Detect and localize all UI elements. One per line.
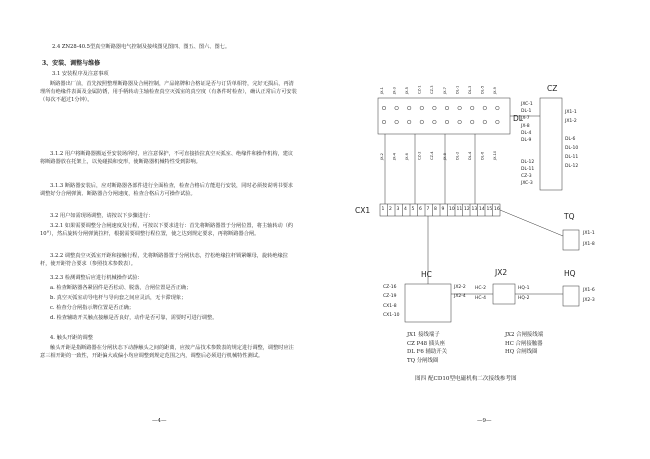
- terminal-label: JX-2: [379, 153, 384, 160]
- paragraph-7: 3.2.3 检测调整后应进行机械操作试验：: [50, 275, 143, 281]
- terminal-point: [395, 106, 399, 110]
- terminal-point: [420, 120, 424, 124]
- cz-pin: JX-8: [521, 123, 530, 129]
- cx1-cell: 5: [411, 207, 415, 212]
- paragraph-12: 4. 触头开距的调整: [50, 335, 93, 341]
- cz-pin: DL-1: [521, 109, 532, 115]
- legend-item: HC 合闸接触器: [505, 340, 543, 347]
- paragraph-9: b. 真空灭弧室动导电杆与导向套之间应灵活，无卡滞现象；: [50, 295, 187, 301]
- hq-label: HQ: [564, 269, 576, 278]
- jx2-left-1: HC-2: [475, 286, 487, 291]
- terminal-label: JX-7: [442, 87, 447, 94]
- legend-item: JX1 接线端子: [407, 332, 440, 338]
- terminal-point: [433, 120, 437, 124]
- legend-item: TQ 分闸线圈: [407, 357, 439, 364]
- terminal-label: DL-5: [480, 85, 485, 94]
- cx1-cell: 8: [434, 207, 437, 212]
- cz-pin: JXC-3: [521, 181, 533, 187]
- terminal-label: JX-3: [392, 87, 397, 94]
- paragraph-13: 触头开距是指断路器在分闸状态下动静触头之间的距离，应按产品技术参数表的规定进行调整，调整时应注意三相开距的一致性，开距偏大或偏小均应调整到规定范围之内，调整后必须进行机械特性测试。: [40, 345, 294, 360]
- jx2-right-2: HQ-2: [518, 296, 530, 301]
- cx1-cell: 7: [426, 207, 430, 212]
- cz-label: CZ: [547, 84, 558, 93]
- terminal-point: [470, 106, 474, 110]
- terminal-point: [458, 120, 462, 124]
- terminal-label: JX-9: [493, 87, 498, 94]
- legend-item: HQ 合闸线圈: [505, 349, 538, 355]
- tq-pin-2: JX1-8: [583, 242, 595, 247]
- page-number-left: —4—: [152, 418, 167, 424]
- hc-right-1: JX2-2: [454, 285, 466, 290]
- terminal-point: [395, 120, 399, 124]
- cx1-cell: 1: [381, 207, 385, 212]
- terminal-point: [407, 120, 411, 124]
- cz-pin: DL-9: [521, 138, 532, 143]
- right-page: [325, 0, 650, 459]
- terminal-label: DL-4: [468, 151, 472, 160]
- cx1-cell: 2: [389, 207, 392, 212]
- paragraph-2: 3.1.2 用户将断路器搬运至安装场所时，应注意保护，不可直接抬拉真空灭弧室、绝缘件和操作机构，建议将断路器放在托架上，以免碰损和变形，使断路器机械特性受到影响。: [40, 151, 294, 166]
- cx1-cell: 13: [471, 207, 478, 212]
- jx2-label: JX2: [495, 268, 508, 277]
- paragraph-10: c. 检查分合闸指示牌位置是否正确；: [50, 305, 135, 311]
- terminal-point: [458, 106, 462, 110]
- wiring-diagram: [325, 0, 650, 459]
- tq-label: TQ: [564, 212, 575, 221]
- terminal-label: DL-6: [480, 151, 485, 160]
- cx1-cell: 11: [456, 207, 463, 212]
- cx1-cell: 4: [404, 207, 407, 212]
- legend-item: DL F6 辅助开关: [407, 349, 448, 355]
- cz-pin: DL-4: [521, 130, 532, 136]
- section-title: 3、安装、调整与维修: [42, 60, 101, 67]
- terminal-point: [382, 106, 386, 110]
- terminal-point: [407, 106, 411, 110]
- paragraph-8: a. 检查断路器各紧固件是否松动、脱落，合闸位置是否正确；: [50, 285, 192, 291]
- hc-right-2: JX2-4: [454, 294, 466, 299]
- tq-pin-1: JX1-1: [583, 231, 595, 236]
- legend-item: CZ P48 插头座: [407, 340, 445, 347]
- terminal-point: [470, 120, 474, 124]
- paragraph-6: 3.2.2 调整真空灭弧室开距和接触行程，先将断路器置于分闸状态，拧松绝缘拉杆锁紧螺母，旋转绝缘拉杆，使开距符合要求（参照技术参数表）。: [40, 253, 288, 268]
- legend-item: JX2 合闸接线端: [505, 332, 544, 338]
- legend-left-col: [407, 331, 447, 365]
- cx1-cell: 10: [449, 207, 455, 212]
- terminal-label: CZ-1: [417, 85, 422, 94]
- cx1-cell: 16: [494, 207, 500, 212]
- cz-pin: JXC-1: [521, 102, 533, 107]
- hc-left-1: CZ-16: [383, 285, 397, 290]
- terminal-label: JX-10: [493, 150, 498, 160]
- terminal-label: DL-3: [468, 85, 472, 94]
- terminal-point: [445, 106, 449, 110]
- terminal-point: [433, 106, 437, 110]
- terminal-label: JX-5: [405, 87, 409, 94]
- cx1-cell: 15: [486, 207, 493, 212]
- cz-pin: JX-7: [521, 116, 530, 122]
- hc-left-2: CZ-19: [383, 294, 397, 299]
- cz-pin: DL-12: [565, 164, 579, 169]
- subsection-title: 3.1 安装程序及注意事项: [52, 71, 109, 77]
- cx1-cell: 6: [419, 207, 422, 212]
- terminal-point: [445, 120, 449, 124]
- cx1-cell: 9: [441, 207, 445, 212]
- paragraph-1: 断路器出厂前，首先按照整理断路器及合闸控制，产品铭牌和合格证是否与订货单相符，完好无损后，再清理所有绝缘件表面及金属防锈，用手柄转动主轴检查真空灭弧室的真空度（有条件时检查），确认正常后方可安装（每次不超过1分钟）。: [40, 81, 297, 104]
- hq-pin-2: JX2-3: [583, 298, 595, 303]
- paragraph-11: d. 检查辅助开关触点接触是否良好，动作是否可靠，需要时可进行调整。: [50, 315, 218, 321]
- terminal-label: DL-1: [455, 85, 460, 94]
- terminal-point: [382, 120, 386, 124]
- terminal-label: JX-6: [405, 153, 409, 160]
- terminal-label: JX-4: [392, 153, 397, 160]
- cz-pin: CZ-3: [521, 174, 532, 179]
- terminal-point: [483, 120, 487, 124]
- terminal-point: [483, 106, 487, 110]
- terminal-label: DL-2: [455, 151, 460, 160]
- figure-caption: 图四 配CD10型电磁机构二次接线参考图: [415, 376, 517, 382]
- page-number-right: —9—: [477, 418, 492, 424]
- cx1-cell: 12: [464, 207, 470, 212]
- terminal-point: [496, 120, 500, 124]
- cz-pin: DL-11: [565, 155, 579, 160]
- cx1-label: CX1: [355, 206, 371, 215]
- cx1-cell: 14: [479, 207, 485, 212]
- hc-label: HC: [421, 270, 432, 279]
- terminal-label: CZ-4: [430, 151, 435, 160]
- hc-left-4: CX1-10: [383, 313, 400, 318]
- terminal-label: CZ-2: [417, 151, 422, 160]
- paragraph-3: 3.1.3 断路器安装后，应对断路器各部件进行全面检查，检查合格后方能进行安装，同时必须按说明书要求调整好分合闸弹簧、断路器合分闸速度，检查合格后方可操作试验。: [40, 183, 294, 198]
- cz-pin: DL-11: [521, 166, 535, 172]
- terminal-label: JX-8: [442, 153, 447, 160]
- jx2-left-2: HC-4: [475, 296, 487, 301]
- intro-line: 2.4 ZN28-40.5型真空断路器电气控制及接线图见图四、图五、图六、图七。: [52, 44, 231, 50]
- cz-pin: JX1-2: [565, 119, 577, 124]
- jx2-right-1: HQ-1: [518, 286, 530, 291]
- legend-right-col: [505, 331, 543, 357]
- hc-left-3: CX1-8: [383, 304, 397, 309]
- cz-pin: DL-12: [521, 159, 535, 165]
- dl-label: DL: [513, 114, 523, 123]
- terminal-point: [496, 106, 500, 110]
- terminal-point: [420, 106, 424, 110]
- paragraph-4: 3.2 用户如需现场调整，请按以下步骤进行：: [50, 213, 154, 219]
- cx1-cell: 3: [396, 207, 400, 212]
- hq-pin-1: JX1-6: [583, 288, 595, 293]
- terminal-label: CZ-3: [430, 85, 435, 94]
- cz-pin: DL-6: [565, 137, 576, 142]
- terminal-label: JX-1: [379, 87, 384, 94]
- cz-pin: JX1-1: [565, 110, 577, 115]
- cz-pin: DL-10: [565, 146, 579, 151]
- paragraph-5: 3.2.1 如果需要调整分合闸速度及行程，可按以下要求进行：首先将断路器置于分闸位置，将主轴转动（约10°），然后旋转分闸弹簧拉杆，根据需要调整行程位置，使之达到规定要求，再将断路器合闸。: [40, 223, 294, 238]
